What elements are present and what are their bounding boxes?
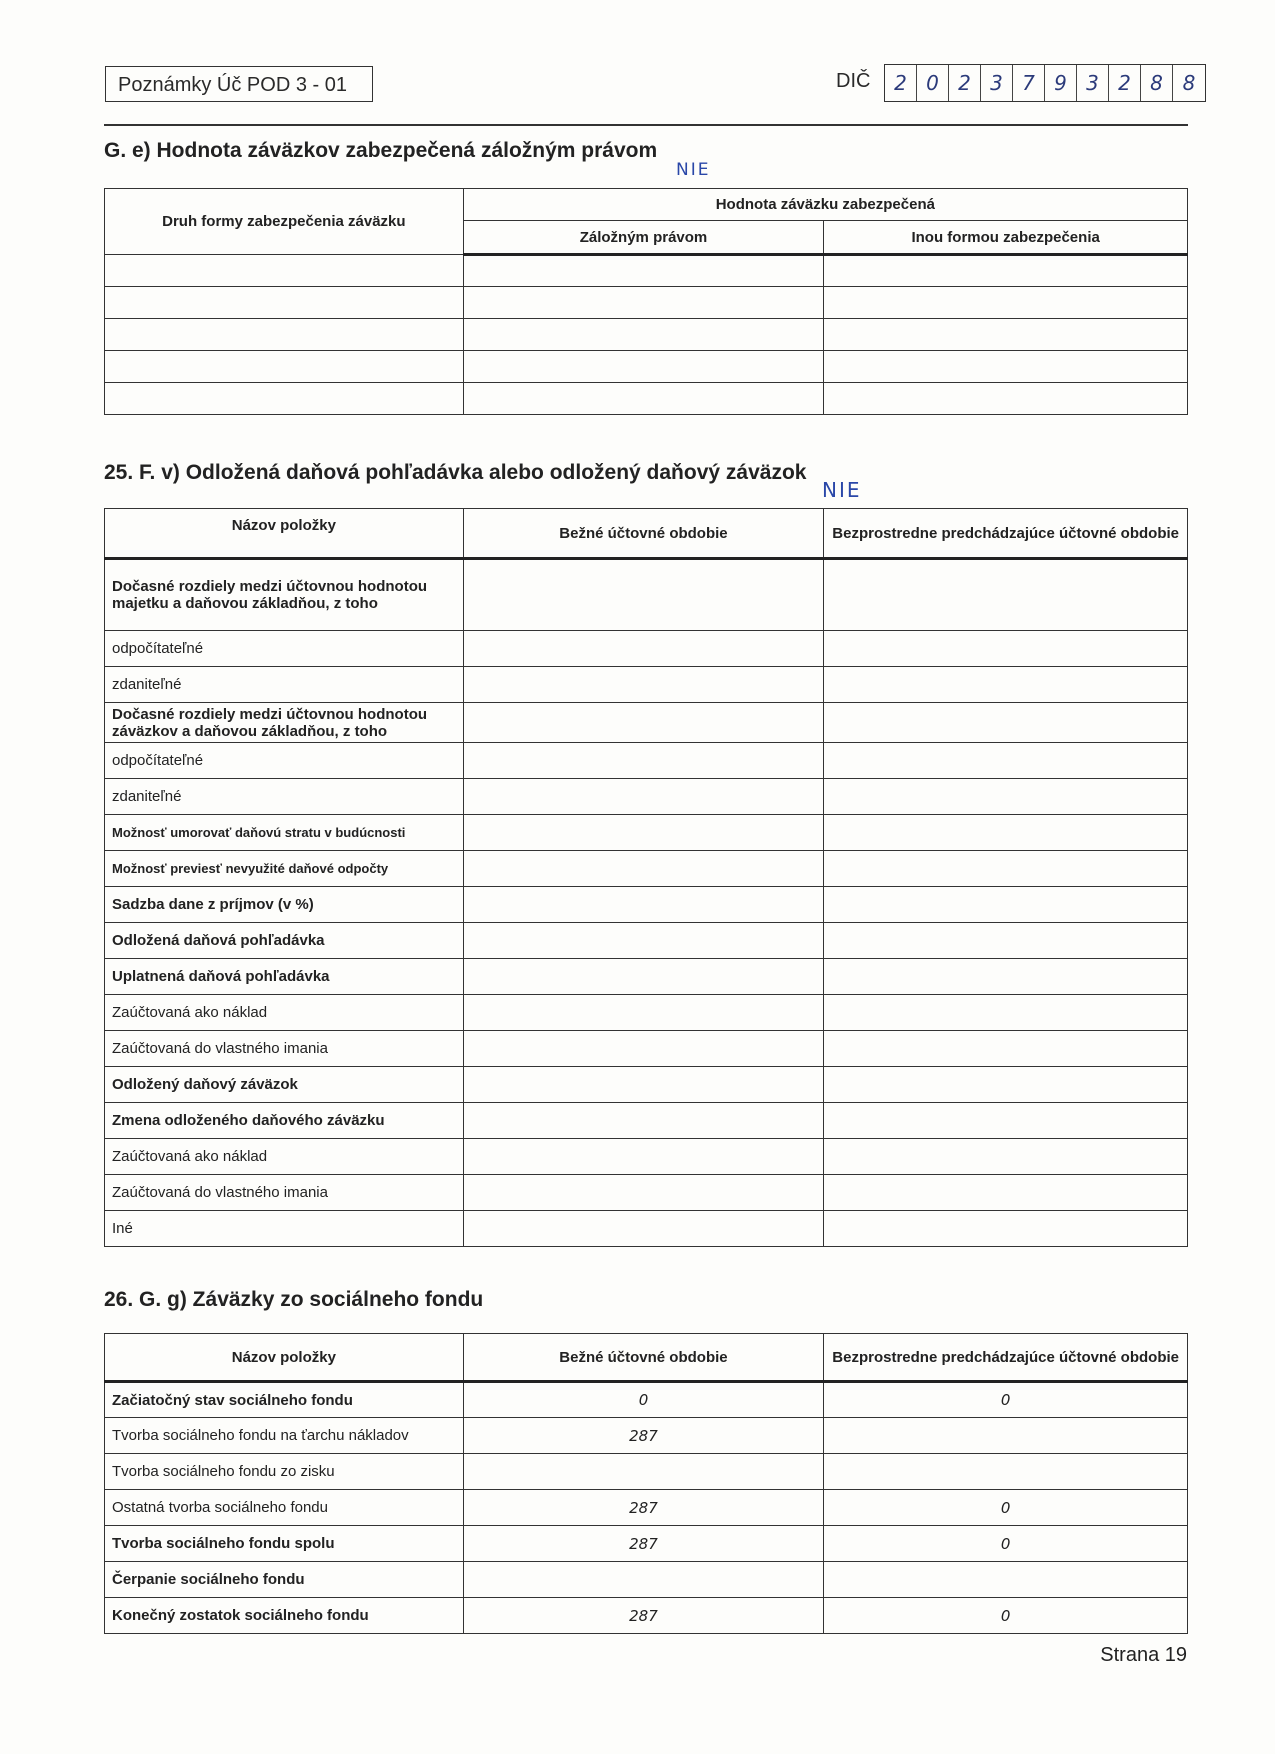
cell-previous[interactable]: 0: [824, 1598, 1188, 1634]
section-25-handwritten-note: NIE: [822, 478, 862, 502]
cell-previous[interactable]: 0: [824, 1490, 1188, 1526]
table-row: [105, 1103, 1188, 1139]
table-row: [105, 959, 1188, 995]
pledge-table: [104, 188, 1188, 415]
cell-current[interactable]: [463, 1031, 824, 1067]
row-label: Dočasné rozdiely medzi účtovnou hodnotou záväzkov a daňovou základňou, z toho: [105, 703, 464, 743]
cell-previous[interactable]: [824, 1139, 1188, 1175]
cell-other[interactable]: [824, 383, 1188, 415]
cell-previous[interactable]: [824, 743, 1188, 779]
section-26-title: 26. G. g) Záväzky zo sociálneho fondu: [104, 1288, 484, 1311]
table-row: [105, 667, 1188, 703]
header-divider: [104, 124, 1188, 126]
cell-previous[interactable]: [824, 815, 1188, 851]
cell-previous[interactable]: 0: [824, 1382, 1188, 1418]
col-header-current: Bežné účtovné obdobie: [463, 509, 824, 559]
form-label: Poznámky Úč POD 3 - 01: [118, 74, 347, 96]
row-label: Dočasné rozdiely medzi účtovnou hodnotou majetku a daňovou základňou, z toho: [105, 559, 464, 631]
cell-type[interactable]: [105, 351, 464, 383]
cell-previous[interactable]: [824, 559, 1188, 631]
row-label: Zaúčtovaná do vlastného imania: [105, 1031, 464, 1067]
row-label: Zaúčtovaná do vlastného imania: [105, 1175, 464, 1211]
cell-other[interactable]: [824, 319, 1188, 351]
row-label: Sadzba dane z príjmov (v %): [105, 887, 464, 923]
col-header-name: Názov položky: [105, 509, 464, 559]
row-label: Čerpanie sociálneho fondu: [105, 1562, 464, 1598]
cell-current[interactable]: 0: [463, 1382, 824, 1418]
dic-digit[interactable]: 9: [1045, 65, 1077, 101]
table-row: [105, 1562, 1188, 1598]
row-label: Tvorba sociálneho fondu spolu: [105, 1526, 464, 1562]
table-row: [105, 1490, 1188, 1526]
table-row: [105, 779, 1188, 815]
cell-other[interactable]: [824, 255, 1188, 287]
col-header-previous: Bezprostredne predchádzajúce účtovné obdobie: [824, 1334, 1188, 1382]
col-header-name: Názov položky: [105, 1334, 464, 1382]
dic-digit[interactable]: 8: [1182, 71, 1196, 95]
dic-field[interactable]: [884, 64, 1206, 102]
cell-current[interactable]: 287: [463, 1490, 824, 1526]
cell-pledge[interactable]: [463, 287, 824, 319]
cell-pledge[interactable]: [463, 319, 824, 351]
table-row: [105, 1139, 1188, 1175]
cell-current[interactable]: [463, 959, 824, 995]
row-label: zdaniteľné: [105, 667, 464, 703]
dic-digit[interactable]: 2: [949, 65, 981, 101]
table-row: [105, 1067, 1188, 1103]
cell-other[interactable]: [824, 287, 1188, 319]
row-label: Možnosť umorovať daňovú stratu v budúcnosti: [105, 815, 464, 851]
cell-previous[interactable]: [824, 1031, 1188, 1067]
cell-current[interactable]: [463, 1103, 824, 1139]
table-row: [105, 631, 1188, 667]
cell-previous[interactable]: [824, 667, 1188, 703]
table-row: [105, 1031, 1188, 1067]
row-label: zdaniteľné: [105, 779, 464, 815]
cell-previous[interactable]: [824, 779, 1188, 815]
dic-digit[interactable]: 3: [1077, 65, 1109, 101]
cell-previous[interactable]: [824, 887, 1188, 923]
row-label: Odložený daňový záväzok: [105, 1067, 464, 1103]
table-row: [105, 1526, 1188, 1562]
cell-type[interactable]: [105, 383, 464, 415]
cell-previous[interactable]: [824, 959, 1188, 995]
cell-type[interactable]: [105, 319, 464, 351]
section-ge-title: G. e) Hodnota záväzkov zabezpečená záložným právom: [104, 139, 658, 162]
row-label: Iné: [105, 1211, 464, 1247]
cell-current[interactable]: 287: [463, 1526, 824, 1562]
page-number: Strana 19: [1100, 1644, 1187, 1666]
table-row: [105, 1211, 1188, 1247]
cell-previous[interactable]: [824, 1418, 1188, 1454]
row-label: Zmena odloženého daňového záväzku: [105, 1103, 464, 1139]
col-header-other: Inou formou zabezpečenia: [824, 221, 1188, 255]
cell-current[interactable]: [463, 1067, 824, 1103]
col-header-group: Hodnota záväzku zabezpečená: [463, 189, 1187, 221]
row-label: Začiatočný stav sociálneho fondu: [105, 1382, 464, 1418]
cell-current[interactable]: [463, 779, 824, 815]
cell-current[interactable]: [463, 703, 824, 743]
table-row: [105, 559, 1188, 631]
table-row: [105, 1454, 1188, 1490]
table-row: [105, 1175, 1188, 1211]
cell-previous[interactable]: [824, 923, 1188, 959]
cell-previous[interactable]: [824, 1103, 1188, 1139]
table-row: [105, 851, 1188, 887]
cell-previous[interactable]: [824, 703, 1188, 743]
cell-pledge[interactable]: [463, 255, 824, 287]
cell-pledge[interactable]: [463, 351, 824, 383]
cell-type[interactable]: [105, 287, 464, 319]
cell-current[interactable]: 287: [463, 1598, 824, 1634]
table-row: [105, 1418, 1188, 1454]
cell-previous[interactable]: [824, 851, 1188, 887]
cell-pledge[interactable]: [463, 383, 824, 415]
cell-previous[interactable]: [824, 1562, 1188, 1598]
row-label: Odložená daňová pohľadávka: [105, 923, 464, 959]
row-label: Možnosť previesť nevyužité daňové odpočty: [105, 851, 464, 887]
cell-current[interactable]: 287: [463, 1418, 824, 1454]
row-label: Zaúčtovaná ako náklad: [105, 1139, 464, 1175]
row-label: Konečný zostatok sociálneho fondu: [105, 1598, 464, 1634]
table-row: [105, 1382, 1188, 1418]
col-header-pledge: Záložným právom: [463, 221, 824, 255]
dic-digit[interactable]: 2: [1109, 65, 1141, 101]
dic-digit[interactable]: 3: [981, 65, 1013, 101]
cell-current[interactable]: [463, 559, 824, 631]
cell-previous[interactable]: [824, 995, 1188, 1031]
section-ge-handwritten-note: NIE: [676, 160, 711, 180]
table-row: [105, 995, 1188, 1031]
table-row: [105, 255, 1188, 287]
form-label-box: [105, 66, 373, 102]
cell-previous[interactable]: [824, 631, 1188, 667]
dic-label: DIČ: [836, 70, 871, 92]
table-row: [105, 287, 1188, 319]
table-row: [105, 703, 1188, 743]
cell-current[interactable]: [463, 667, 824, 703]
cell-current[interactable]: [463, 1454, 824, 1490]
cell-previous[interactable]: [824, 1211, 1188, 1247]
table-row: [105, 923, 1188, 959]
cell-current[interactable]: [463, 1562, 824, 1598]
cell-current[interactable]: [463, 923, 824, 959]
cell-current[interactable]: [463, 995, 824, 1031]
cell-previous[interactable]: [824, 1175, 1188, 1211]
row-label: Zaúčtovaná ako náklad: [105, 995, 464, 1031]
dic-digit[interactable]: 2: [885, 65, 917, 101]
cell-previous[interactable]: [824, 1454, 1188, 1490]
section-25-title: 25. F. v) Odložená daňová pohľadávka alebo odložený daňový záväzok: [104, 461, 807, 484]
table-row: [105, 1598, 1188, 1634]
row-label: odpočítateľné: [105, 631, 464, 667]
table-row: [105, 815, 1188, 851]
row-label: Tvorba sociálneho fondu zo zisku: [105, 1454, 464, 1490]
cell-other[interactable]: [824, 351, 1188, 383]
table-row: [105, 351, 1188, 383]
cell-current[interactable]: [463, 887, 824, 923]
col-header-type: Druh formy zabezpečenia záväzku: [105, 189, 464, 255]
dic-digit[interactable]: 8: [1141, 65, 1173, 101]
cell-current[interactable]: [463, 815, 824, 851]
cell-previous[interactable]: [824, 1067, 1188, 1103]
row-label: odpočítateľné: [105, 743, 464, 779]
col-header-previous: Bezprostredne predchádzajúce účtovné obdobie: [824, 509, 1188, 559]
cell-current[interactable]: [463, 743, 824, 779]
cell-type[interactable]: [105, 255, 464, 287]
cell-current[interactable]: [463, 1175, 824, 1211]
table-row: [105, 743, 1188, 779]
cell-current[interactable]: [463, 1211, 824, 1247]
dic-digit[interactable]: 7: [1013, 65, 1045, 101]
deferred-tax-table: [104, 508, 1188, 1247]
col-header-current: Bežné účtovné obdobie: [463, 1334, 824, 1382]
dic-digit[interactable]: 0: [917, 65, 949, 101]
row-label: Uplatnená daňová pohľadávka: [105, 959, 464, 995]
cell-previous[interactable]: 0: [824, 1526, 1188, 1562]
social-fund-table: [104, 1333, 1188, 1634]
row-label: Ostatná tvorba sociálneho fondu: [105, 1490, 464, 1526]
cell-current[interactable]: [463, 631, 824, 667]
table-row: [105, 319, 1188, 351]
cell-current[interactable]: [463, 851, 824, 887]
table-row: [105, 887, 1188, 923]
row-label: Tvorba sociálneho fondu na ťarchu nákladov: [105, 1418, 464, 1454]
table-row: [105, 383, 1188, 415]
cell-current[interactable]: [463, 1139, 824, 1175]
